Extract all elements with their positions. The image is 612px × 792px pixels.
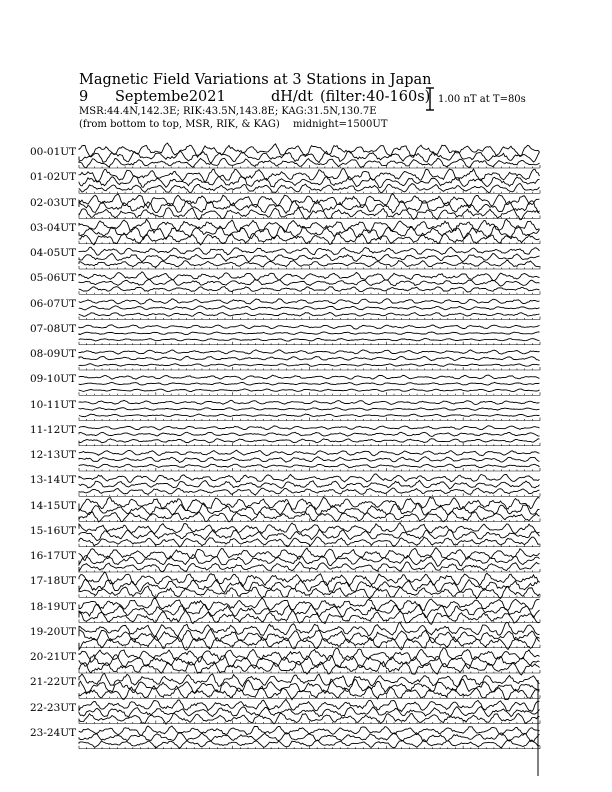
hour-row	[79, 572, 540, 599]
hour-row	[79, 450, 540, 471]
hour-label: 09-10UT	[30, 373, 77, 386]
hour-row	[79, 699, 540, 724]
hour-row	[79, 143, 540, 168]
station-trace	[79, 350, 540, 354]
hour-label: 16-17UT	[30, 550, 77, 562]
hour-label: 00-01UT	[30, 146, 77, 158]
hour-label: 10-11UT	[30, 398, 77, 411]
hour-row	[79, 673, 540, 699]
hour-row	[79, 426, 540, 446]
station-trace	[79, 629, 540, 643]
hour-label: 03-04UT	[30, 221, 77, 234]
station-trace	[79, 389, 540, 392]
station-trace	[79, 480, 540, 489]
station-trace	[79, 382, 540, 385]
hour-row	[79, 375, 540, 395]
station-trace	[79, 604, 540, 618]
hour-label: 18-19UT	[30, 600, 77, 613]
hour-label: 11-12UT	[30, 423, 77, 436]
hour-label: 06-07UT	[30, 297, 77, 310]
station-trace	[79, 375, 540, 379]
hour-label: 23-24UT	[30, 726, 77, 739]
stations-label: MSR:44.4N,142.3E; RIK:43.5N,143.8E; KAG:31.5N,130.7E	[79, 106, 377, 117]
hour-label: 07-08UT	[30, 322, 77, 335]
station-trace	[79, 408, 540, 411]
hour-label: 21-22UT	[30, 676, 77, 689]
hour-row	[79, 219, 540, 245]
station-trace	[79, 312, 540, 316]
station-trace	[79, 253, 540, 262]
month-year-label: Septembe2021	[115, 89, 226, 105]
station-trace	[79, 497, 540, 511]
station-trace	[79, 414, 540, 417]
station-trace	[79, 364, 540, 367]
station-trace	[79, 299, 540, 304]
scale-label: 1.00 nT at T=80s	[438, 94, 526, 105]
hour-label: 14-15UT	[30, 499, 77, 512]
hour-row	[79, 474, 540, 496]
station-trace	[79, 306, 540, 310]
station-trace	[79, 143, 540, 157]
station-trace	[79, 503, 540, 515]
hour-label: 22-23UT	[30, 701, 77, 714]
hour-label: 04-05UT	[30, 247, 77, 259]
hour-label: 01-02UT	[30, 171, 77, 184]
hour-label: 17-18UT	[30, 575, 77, 588]
hour-row	[79, 400, 540, 420]
station-trace	[79, 400, 540, 404]
station-trace	[79, 733, 540, 742]
day-label: 9	[79, 89, 89, 105]
station-trace	[79, 474, 540, 483]
hour-row	[79, 272, 540, 294]
hour-label: 15-16UT	[30, 524, 77, 537]
chart-title: Magnetic Field Variations at 3 Stations in Japan	[79, 72, 432, 88]
station-trace	[79, 247, 540, 255]
station-trace	[79, 151, 540, 163]
order-note: (from bottom to top, MSR, RIK, & KAG)	[79, 119, 280, 130]
hour-row	[79, 726, 540, 749]
hour-label: 02-03UT	[30, 196, 77, 209]
station-trace	[79, 279, 540, 286]
hour-row	[79, 194, 540, 220]
scale-bar-icon	[426, 88, 434, 110]
midnight-label: midnight=1500UT	[293, 119, 388, 130]
hour-label: 19-20UT	[30, 625, 77, 638]
hour-row	[79, 350, 540, 370]
hour-row	[79, 168, 540, 193]
station-trace	[79, 464, 540, 468]
hour-row	[79, 548, 540, 572]
station-trace	[79, 194, 540, 208]
station-trace	[79, 622, 540, 637]
hour-row	[79, 299, 540, 320]
hour-row	[79, 648, 540, 675]
filter-label: (filter:40-160s)	[320, 89, 431, 105]
hour-row	[79, 598, 540, 624]
quantity-label: dH/dt	[271, 89, 313, 105]
hour-row	[79, 523, 540, 547]
hour-row	[79, 622, 540, 650]
station-trace	[79, 432, 540, 436]
station-trace	[79, 450, 540, 456]
station-trace	[79, 356, 540, 360]
station-trace	[79, 457, 540, 463]
station-trace	[79, 338, 540, 341]
station-trace	[79, 272, 540, 281]
hour-row	[79, 247, 540, 269]
hour-label: 08-09UT	[30, 348, 77, 360]
station-trace	[79, 426, 540, 430]
station-trace	[79, 572, 540, 587]
station-trace	[79, 699, 540, 711]
hour-label: 05-06UT	[30, 272, 77, 285]
station-trace	[79, 439, 540, 443]
hour-row	[79, 497, 540, 522]
station-trace	[79, 325, 540, 329]
hour-row	[79, 325, 540, 345]
hour-label: 13-14UT	[30, 474, 77, 487]
hour-label: 20-21UT	[30, 651, 77, 663]
station-trace	[79, 648, 540, 663]
hour-label: 12-13UT	[30, 449, 77, 461]
station-trace	[79, 332, 540, 335]
